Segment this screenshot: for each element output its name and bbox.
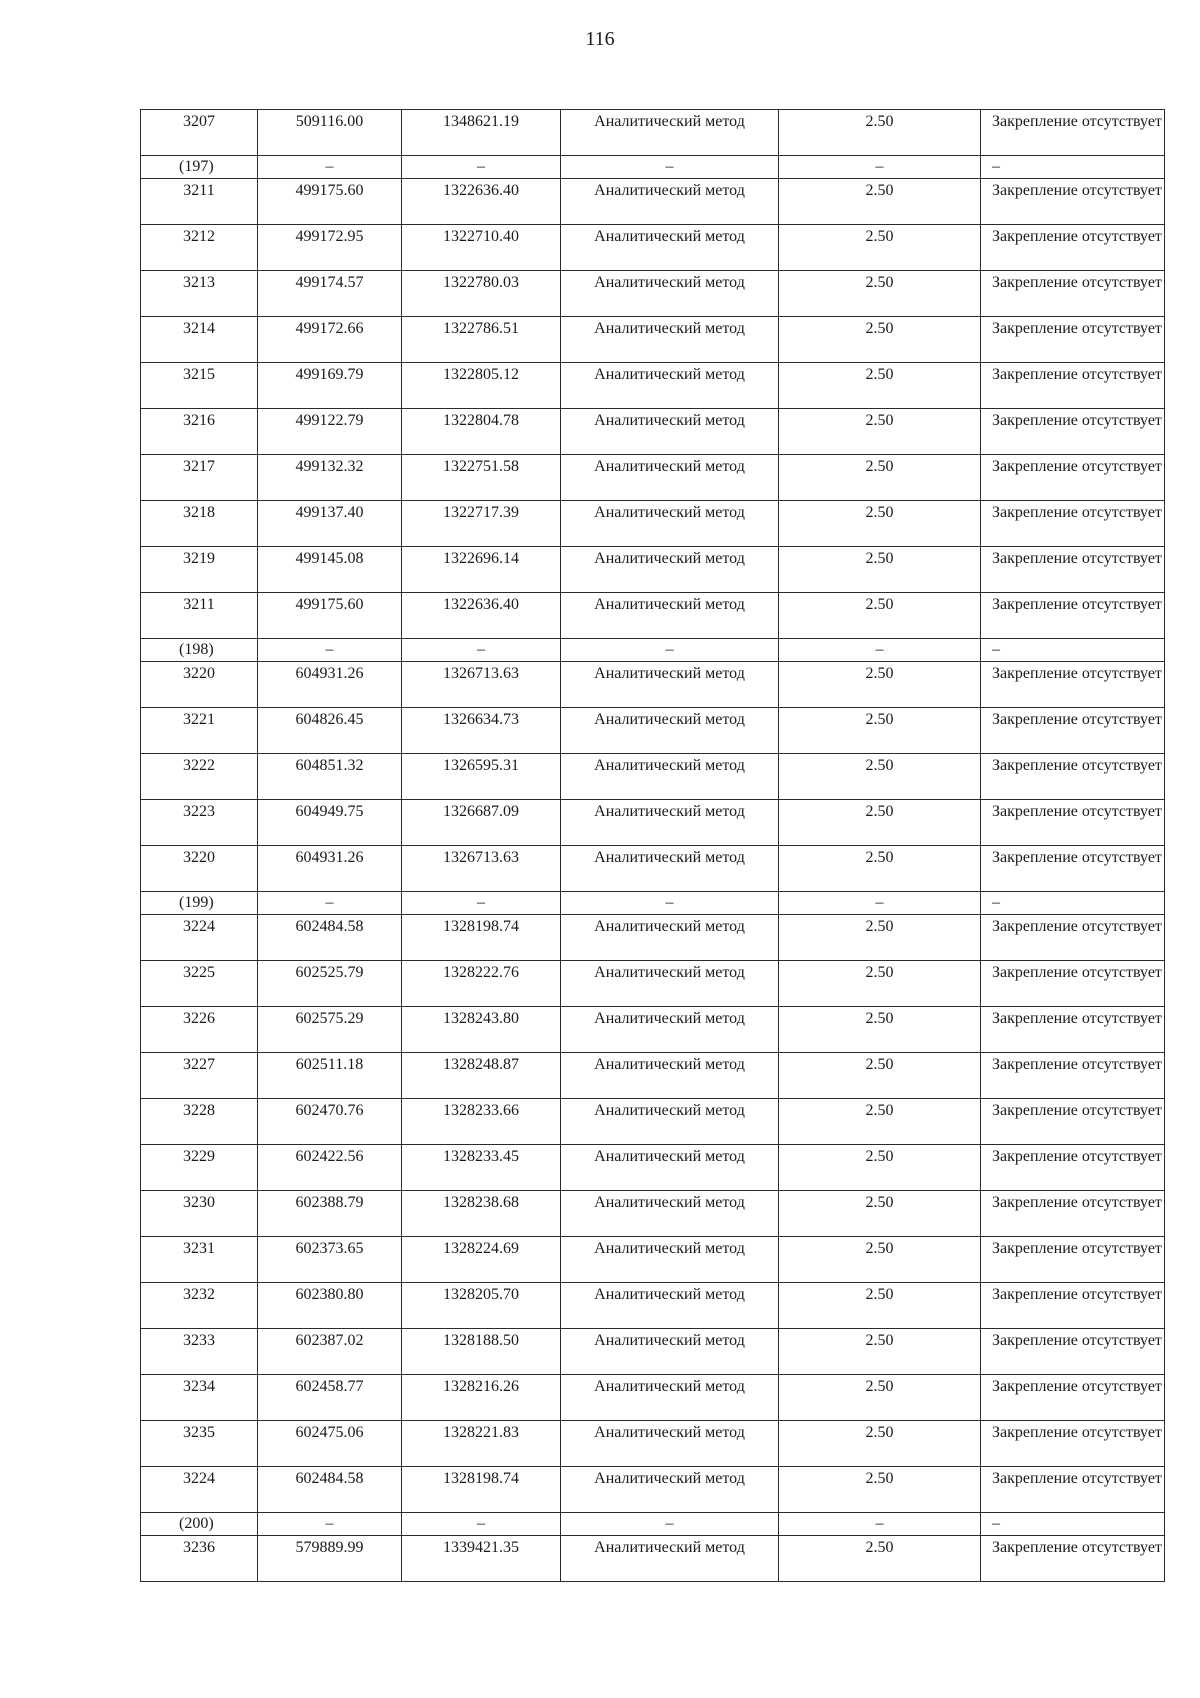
- accuracy-cell: 2.50: [779, 1099, 981, 1145]
- coordinate-y-cell: 1322751.58: [402, 455, 561, 501]
- coordinate-y-cell: 1322636.40: [402, 593, 561, 639]
- coordinate-x-cell: 602458.77: [258, 1375, 402, 1421]
- dash-cell: –: [258, 156, 402, 179]
- table-row: [141, 1007, 1165, 1053]
- fixation-cell: Закрепление отсутствует: [981, 1283, 1165, 1329]
- fixation-cell: Закрепление отсутствует: [981, 662, 1165, 708]
- table-row: [141, 455, 1165, 501]
- method-cell: Аналитический метод: [561, 800, 779, 846]
- coordinate-x-cell: 602575.29: [258, 1007, 402, 1053]
- fixation-cell: Закрепление отсутствует: [981, 1421, 1165, 1467]
- point-number-cell: 3232: [141, 1283, 258, 1329]
- fixation-cell: Закрепление отсутствует: [981, 593, 1165, 639]
- fixation-cell: Закрепление отсутствует: [981, 708, 1165, 754]
- accuracy-cell: 2.50: [779, 800, 981, 846]
- point-number-cell: 3228: [141, 1099, 258, 1145]
- coordinate-x-cell: 604931.26: [258, 662, 402, 708]
- accuracy-cell: 2.50: [779, 1145, 981, 1191]
- fixation-cell: Закрепление отсутствует: [981, 501, 1165, 547]
- table-row: [141, 1467, 1165, 1513]
- coordinate-x-cell: 602380.80: [258, 1283, 402, 1329]
- point-number-cell: 3224: [141, 915, 258, 961]
- method-cell: Аналитический метод: [561, 1053, 779, 1099]
- coordinate-y-cell: 1328198.74: [402, 915, 561, 961]
- point-number-cell: 3234: [141, 1375, 258, 1421]
- point-number-cell: 3212: [141, 225, 258, 271]
- dash-cell: –: [981, 892, 1165, 915]
- coordinate-x-cell: 602475.06: [258, 1421, 402, 1467]
- coordinate-x-cell: 602470.76: [258, 1099, 402, 1145]
- method-cell: Аналитический метод: [561, 754, 779, 800]
- table-row: [141, 547, 1165, 593]
- accuracy-cell: 2.50: [779, 409, 981, 455]
- dash-cell: –: [402, 156, 561, 179]
- table-row: [141, 1329, 1165, 1375]
- point-number-cell: 3230: [141, 1191, 258, 1237]
- table-row: [141, 800, 1165, 846]
- accuracy-cell: 2.50: [779, 1283, 981, 1329]
- accuracy-cell: 2.50: [779, 662, 981, 708]
- coordinate-x-cell: 602484.58: [258, 915, 402, 961]
- point-number-cell: 3223: [141, 800, 258, 846]
- coordinate-y-cell: 1322710.40: [402, 225, 561, 271]
- fixation-cell: Закрепление отсутствует: [981, 455, 1165, 501]
- point-number-cell: 3231: [141, 1237, 258, 1283]
- coordinate-x-cell: 499122.79: [258, 409, 402, 455]
- coordinate-x-cell: 604949.75: [258, 800, 402, 846]
- dash-cell: –: [981, 156, 1165, 179]
- accuracy-cell: 2.50: [779, 961, 981, 1007]
- point-number-cell: 3214: [141, 317, 258, 363]
- point-number-cell: 3217: [141, 455, 258, 501]
- contour-number-cell: (200): [141, 1513, 258, 1536]
- coordinate-y-cell: 1328205.70: [402, 1283, 561, 1329]
- accuracy-cell: 2.50: [779, 110, 981, 156]
- coordinate-y-cell: 1339421.35: [402, 1536, 561, 1582]
- fixation-cell: Закрепление отсутствует: [981, 1237, 1165, 1283]
- method-cell: Аналитический метод: [561, 1237, 779, 1283]
- method-cell: Аналитический метод: [561, 1421, 779, 1467]
- fixation-cell: Закрепление отсутствует: [981, 1191, 1165, 1237]
- point-number-cell: 3220: [141, 846, 258, 892]
- fixation-cell: Закрепление отсутствует: [981, 225, 1165, 271]
- coordinate-y-cell: 1328221.83: [402, 1421, 561, 1467]
- method-cell: Аналитический метод: [561, 455, 779, 501]
- accuracy-cell: 2.50: [779, 1467, 981, 1513]
- point-number-cell: 3229: [141, 1145, 258, 1191]
- point-number-cell: 3216: [141, 409, 258, 455]
- accuracy-cell: 2.50: [779, 1536, 981, 1582]
- point-number-cell: 3215: [141, 363, 258, 409]
- table-row: [141, 708, 1165, 754]
- coordinate-x-cell: 499172.66: [258, 317, 402, 363]
- table-row: [141, 662, 1165, 708]
- table-row: [141, 1053, 1165, 1099]
- method-cell: Аналитический метод: [561, 1536, 779, 1582]
- point-number-cell: 3211: [141, 179, 258, 225]
- contour-number-cell: (198): [141, 639, 258, 662]
- method-cell: Аналитический метод: [561, 662, 779, 708]
- table-row: [141, 179, 1165, 225]
- table-row: [141, 501, 1165, 547]
- fixation-cell: Закрепление отсутствует: [981, 317, 1165, 363]
- coordinate-y-cell: 1322717.39: [402, 501, 561, 547]
- table-row: [141, 271, 1165, 317]
- method-cell: Аналитический метод: [561, 1099, 779, 1145]
- coordinate-y-cell: 1326713.63: [402, 846, 561, 892]
- dash-cell: –: [561, 156, 779, 179]
- accuracy-cell: 2.50: [779, 1007, 981, 1053]
- coordinate-y-cell: 1328233.45: [402, 1145, 561, 1191]
- method-cell: Аналитический метод: [561, 1007, 779, 1053]
- method-cell: Аналитический метод: [561, 1283, 779, 1329]
- fixation-cell: Закрепление отсутствует: [981, 1099, 1165, 1145]
- dash-cell: –: [561, 639, 779, 662]
- coordinate-x-cell: 499169.79: [258, 363, 402, 409]
- coordinate-x-cell: 602525.79: [258, 961, 402, 1007]
- method-cell: Аналитический метод: [561, 846, 779, 892]
- table-row: [141, 225, 1165, 271]
- coordinate-y-cell: 1328243.80: [402, 1007, 561, 1053]
- dash-cell: –: [402, 1513, 561, 1536]
- coordinate-x-cell: 602422.56: [258, 1145, 402, 1191]
- coordinate-x-cell: 602387.02: [258, 1329, 402, 1375]
- coordinate-y-cell: 1322804.78: [402, 409, 561, 455]
- point-number-cell: 3211: [141, 593, 258, 639]
- method-cell: Аналитический метод: [561, 317, 779, 363]
- accuracy-cell: 2.50: [779, 1191, 981, 1237]
- table-row: [141, 1145, 1165, 1191]
- table-row: [141, 961, 1165, 1007]
- table-row: [141, 1421, 1165, 1467]
- coordinate-y-cell: 1328216.26: [402, 1375, 561, 1421]
- dash-cell: –: [779, 156, 981, 179]
- method-cell: Аналитический метод: [561, 409, 779, 455]
- coordinate-y-cell: 1322696.14: [402, 547, 561, 593]
- method-cell: Аналитический метод: [561, 708, 779, 754]
- table-row: [141, 1099, 1165, 1145]
- coordinate-y-cell: 1326687.09: [402, 800, 561, 846]
- point-number-cell: 3233: [141, 1329, 258, 1375]
- accuracy-cell: 2.50: [779, 708, 981, 754]
- coordinate-y-cell: 1322805.12: [402, 363, 561, 409]
- method-cell: Аналитический метод: [561, 547, 779, 593]
- method-cell: Аналитический метод: [561, 961, 779, 1007]
- coordinate-x-cell: 602511.18: [258, 1053, 402, 1099]
- point-number-cell: 3235: [141, 1421, 258, 1467]
- method-cell: Аналитический метод: [561, 1375, 779, 1421]
- coordinate-y-cell: 1328224.69: [402, 1237, 561, 1283]
- point-number-cell: 3224: [141, 1467, 258, 1513]
- point-number-cell: 3221: [141, 708, 258, 754]
- coordinate-x-cell: 604931.26: [258, 846, 402, 892]
- accuracy-cell: 2.50: [779, 1237, 981, 1283]
- accuracy-cell: 2.50: [779, 593, 981, 639]
- coordinate-x-cell: 509116.00: [258, 110, 402, 156]
- fixation-cell: Закрепление отсутствует: [981, 1145, 1165, 1191]
- point-number-cell: 3222: [141, 754, 258, 800]
- fixation-cell: Закрепление отсутствует: [981, 961, 1165, 1007]
- method-cell: Аналитический метод: [561, 179, 779, 225]
- coordinate-y-cell: 1322780.03: [402, 271, 561, 317]
- dash-cell: –: [402, 892, 561, 915]
- table-row: [141, 593, 1165, 639]
- contour-number-cell: (199): [141, 892, 258, 915]
- coordinate-y-cell: 1328198.74: [402, 1467, 561, 1513]
- table-row: [141, 1536, 1165, 1582]
- table-row: [141, 1375, 1165, 1421]
- coordinate-y-cell: 1348621.19: [402, 110, 561, 156]
- coordinate-x-cell: 602373.65: [258, 1237, 402, 1283]
- dash-cell: –: [779, 1513, 981, 1536]
- coordinate-y-cell: 1326634.73: [402, 708, 561, 754]
- coordinate-x-cell: 499175.60: [258, 179, 402, 225]
- accuracy-cell: 2.50: [779, 547, 981, 593]
- fixation-cell: Закрепление отсутствует: [981, 1375, 1165, 1421]
- dash-cell: –: [258, 1513, 402, 1536]
- fixation-cell: Закрепление отсутствует: [981, 846, 1165, 892]
- coordinate-y-cell: 1322786.51: [402, 317, 561, 363]
- table-row: [141, 363, 1165, 409]
- fixation-cell: Закрепление отсутствует: [981, 1467, 1165, 1513]
- point-number-cell: 3236: [141, 1536, 258, 1582]
- fixation-cell: Закрепление отсутствует: [981, 1329, 1165, 1375]
- fixation-cell: Закрепление отсутствует: [981, 179, 1165, 225]
- point-number-cell: 3226: [141, 1007, 258, 1053]
- coordinates-table: [140, 109, 1165, 1582]
- dash-cell: –: [258, 892, 402, 915]
- contour-header-row: [141, 892, 1165, 915]
- coordinate-y-cell: 1328233.66: [402, 1099, 561, 1145]
- accuracy-cell: 2.50: [779, 915, 981, 961]
- table-row: [141, 1237, 1165, 1283]
- fixation-cell: Закрепление отсутствует: [981, 271, 1165, 317]
- method-cell: Аналитический метод: [561, 271, 779, 317]
- coordinate-x-cell: 499175.60: [258, 593, 402, 639]
- fixation-cell: Закрепление отсутствует: [981, 800, 1165, 846]
- table-row: [141, 317, 1165, 363]
- accuracy-cell: 2.50: [779, 179, 981, 225]
- table-row: [141, 409, 1165, 455]
- table-row: [141, 1283, 1165, 1329]
- point-number-cell: 3213: [141, 271, 258, 317]
- accuracy-cell: 2.50: [779, 225, 981, 271]
- coordinate-x-cell: 499174.57: [258, 271, 402, 317]
- coordinate-x-cell: 604826.45: [258, 708, 402, 754]
- accuracy-cell: 2.50: [779, 455, 981, 501]
- accuracy-cell: 2.50: [779, 1053, 981, 1099]
- method-cell: Аналитический метод: [561, 110, 779, 156]
- dash-cell: –: [561, 892, 779, 915]
- fixation-cell: Закрепление отсутствует: [981, 363, 1165, 409]
- dash-cell: –: [561, 1513, 779, 1536]
- accuracy-cell: 2.50: [779, 363, 981, 409]
- dash-cell: –: [779, 639, 981, 662]
- coordinate-y-cell: 1326713.63: [402, 662, 561, 708]
- method-cell: Аналитический метод: [561, 915, 779, 961]
- contour-header-row: [141, 1513, 1165, 1536]
- coordinate-x-cell: 579889.99: [258, 1536, 402, 1582]
- coordinate-x-cell: 499145.08: [258, 547, 402, 593]
- coordinates-table-body: [141, 110, 1165, 1582]
- point-number-cell: 3219: [141, 547, 258, 593]
- fixation-cell: Закрепление отсутствует: [981, 110, 1165, 156]
- page-number: 116: [585, 28, 615, 50]
- accuracy-cell: 2.50: [779, 317, 981, 363]
- coordinate-y-cell: 1328188.50: [402, 1329, 561, 1375]
- coordinate-x-cell: 604851.32: [258, 754, 402, 800]
- accuracy-cell: 2.50: [779, 754, 981, 800]
- method-cell: Аналитический метод: [561, 1329, 779, 1375]
- fixation-cell: Закрепление отсутствует: [981, 1007, 1165, 1053]
- contour-header-row: [141, 639, 1165, 662]
- coordinate-x-cell: 602388.79: [258, 1191, 402, 1237]
- accuracy-cell: 2.50: [779, 1329, 981, 1375]
- coordinate-x-cell: 602484.58: [258, 1467, 402, 1513]
- accuracy-cell: 2.50: [779, 1375, 981, 1421]
- method-cell: Аналитический метод: [561, 593, 779, 639]
- dash-cell: –: [402, 639, 561, 662]
- method-cell: Аналитический метод: [561, 363, 779, 409]
- method-cell: Аналитический метод: [561, 225, 779, 271]
- method-cell: Аналитический метод: [561, 501, 779, 547]
- dash-cell: –: [779, 892, 981, 915]
- dash-cell: –: [981, 639, 1165, 662]
- fixation-cell: Закрепление отсутствует: [981, 409, 1165, 455]
- accuracy-cell: 2.50: [779, 501, 981, 547]
- table-row: [141, 846, 1165, 892]
- fixation-cell: Закрепление отсутствует: [981, 1053, 1165, 1099]
- table-row: [141, 754, 1165, 800]
- contour-number-cell: (197): [141, 156, 258, 179]
- coordinate-y-cell: 1326595.31: [402, 754, 561, 800]
- fixation-cell: Закрепление отсутствует: [981, 915, 1165, 961]
- coordinate-y-cell: 1328248.87: [402, 1053, 561, 1099]
- coordinate-y-cell: 1328238.68: [402, 1191, 561, 1237]
- fixation-cell: Закрепление отсутствует: [981, 547, 1165, 593]
- accuracy-cell: 2.50: [779, 1421, 981, 1467]
- accuracy-cell: 2.50: [779, 271, 981, 317]
- fixation-cell: Закрепление отсутствует: [981, 1536, 1165, 1582]
- table-row: [141, 1191, 1165, 1237]
- coordinate-x-cell: 499132.32: [258, 455, 402, 501]
- point-number-cell: 3225: [141, 961, 258, 1007]
- accuracy-cell: 2.50: [779, 846, 981, 892]
- point-number-cell: 3207: [141, 110, 258, 156]
- coordinate-x-cell: 499172.95: [258, 225, 402, 271]
- method-cell: Аналитический метод: [561, 1191, 779, 1237]
- fixation-cell: Закрепление отсутствует: [981, 754, 1165, 800]
- contour-header-row: [141, 156, 1165, 179]
- point-number-cell: 3218: [141, 501, 258, 547]
- dash-cell: –: [258, 639, 402, 662]
- method-cell: Аналитический метод: [561, 1467, 779, 1513]
- coordinate-y-cell: 1322636.40: [402, 179, 561, 225]
- coordinate-x-cell: 499137.40: [258, 501, 402, 547]
- point-number-cell: 3227: [141, 1053, 258, 1099]
- table-row: [141, 110, 1165, 156]
- point-number-cell: 3220: [141, 662, 258, 708]
- table-row: [141, 915, 1165, 961]
- method-cell: Аналитический метод: [561, 1145, 779, 1191]
- dash-cell: –: [981, 1513, 1165, 1536]
- coordinate-y-cell: 1328222.76: [402, 961, 561, 1007]
